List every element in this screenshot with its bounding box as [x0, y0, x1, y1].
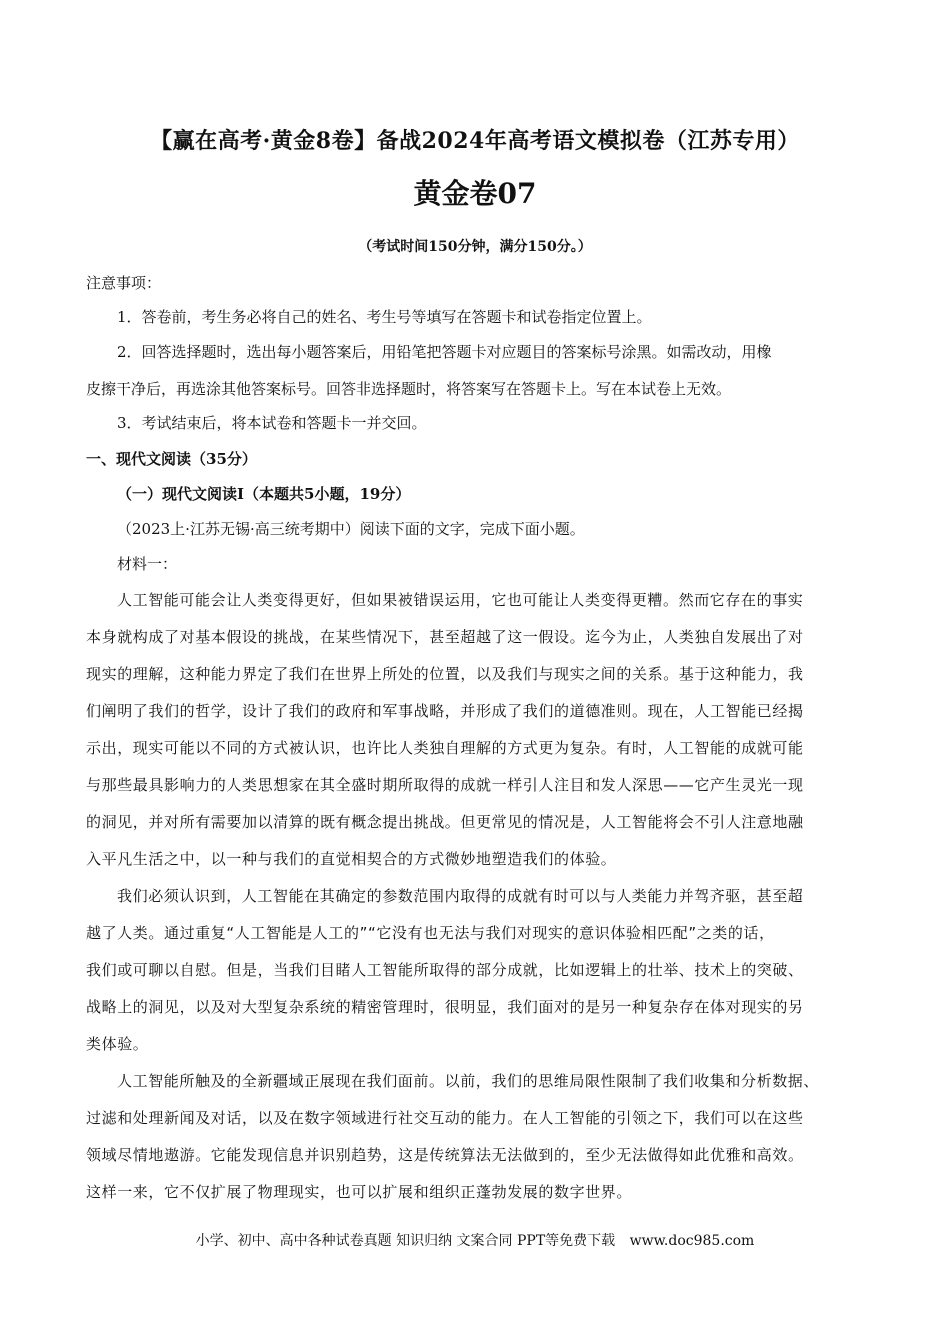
passage-line: 示出，现实可能以不同的方式被认识，也许比人类独自理解的方式更为复杂。有时，人工智能的成就可能: [86, 739, 804, 757]
passage-line: 入平凡生活之中，以一种与我们的直觉相契合的方式微妙地塑造我们的体验。: [86, 850, 617, 868]
passage-line: 这样一来，它不仅扩展了物理现实，也可以扩展和组织正蓬勃发展的数字世界。: [86, 1183, 633, 1201]
note-item-2-line-1: 2．回答选择题时，选出每小题答案后，用铅笔把答题卡对应题目的答案标号涂黑。如需改动，用橡: [117, 343, 772, 361]
passage-line: 领域尽情地遨游。它能发现信息并识别趋势，这是传统算法无法做到的，至少无法做得如此优雅和高效。: [86, 1146, 804, 1164]
note-item-3: 3．考试结束后，将本试卷和答题卡一并交回。: [117, 414, 427, 432]
passage-line: 越了人类。通过重复“人工智能是人工的”“它没有也无法与我们对现实的意识体验相匹配”之类的话，: [86, 924, 775, 942]
passage-line: 我们或可聊以自慰。但是，当我们目睹人工智能所取得的部分成就，比如逻辑上的壮举、技术上的突破、: [86, 961, 804, 979]
passage-line: 的洞见，并对所有需要加以清算的既有概念提出挑战。但更常见的情况是，人工智能将会不引人注意地融: [86, 813, 804, 831]
page-footer: [0, 1230, 950, 1250]
passage-line: 类体验。: [86, 1035, 149, 1053]
passage-line: 人工智能可能会让人类变得更好，但如果被错误运用，它也可能让人类变得更糟。然而它存在的事实: [117, 591, 804, 609]
subsection-heading: （一）现代文阅读Ⅰ（本题共5小题，19分）: [117, 485, 411, 503]
question-source: （2023上·江苏无锡·高三统考期中）阅读下面的文字，完成下面小题。: [117, 520, 585, 538]
document-title: 【赢在高考·黄金8卷】备战2024年高考语文模拟卷（江苏专用）: [150, 128, 800, 154]
paper-subtitle: 黄金卷07: [413, 177, 537, 210]
footer-url[interactable]: www.doc985.com: [629, 1233, 755, 1249]
note-item-1: 1．答卷前，考生务必将自己的姓名、考生号等填写在答题卡和试卷指定位置上。: [117, 308, 652, 326]
material-label: 材料一：: [117, 555, 178, 573]
exam-time-note: （考试时间150分钟，满分150分。）: [358, 239, 592, 255]
passage-line: 与那些最具影响力的人类思想家在其全盛时期所取得的成就一样引人注目和发人深思——它产生灵光一现: [86, 776, 804, 794]
passage-line: 战略上的洞见，以及对大型复杂系统的精密管理时，很明显，我们面对的是另一种复杂存在体对现实的另: [86, 998, 804, 1016]
passage-line: 现实的理解，这种能力界定了我们在世界上所处的位置，以及我们与现实之间的关系。基于这种能力，我: [86, 665, 804, 683]
section-heading: 一、现代文阅读（35分）: [86, 450, 257, 468]
notes-heading: 注意事项：: [86, 274, 162, 292]
passage-line: 我们必须认识到，人工智能在其确定的参数范围内取得的成就有时可以与人类能力并驾齐驱，甚至超: [117, 887, 804, 905]
passage-line: 过滤和处理新闻及对话，以及在数字领域进行社交互动的能力。在人工智能的引领之下，我们可以在这些: [86, 1109, 804, 1127]
passage-line: 本身就构成了对基本假设的挑战，在某些情况下，甚至超越了这一假设。迄今为止，人类独自发展出了对: [86, 628, 804, 646]
note-item-2-line-2: 皮擦干净后，再选涂其他答案标号。回答非选择题时，将答案写在答题卡上。写在本试卷上无效。: [86, 380, 732, 398]
passage-line: 们阐明了我们的哲学，设计了我们的政府和军事战略，并形成了我们的道德准则。现在，人工智能已经揭: [86, 702, 804, 720]
passage-line: 人工智能所触及的全新疆域正展现在我们面前。以前，我们的思维局限性限制了我们收集和分析数据、: [117, 1072, 820, 1090]
footer-text: 小学、初中、高中各种试卷真题 知识归纳 文案合同 PPT等免费下载: [195, 1233, 616, 1249]
